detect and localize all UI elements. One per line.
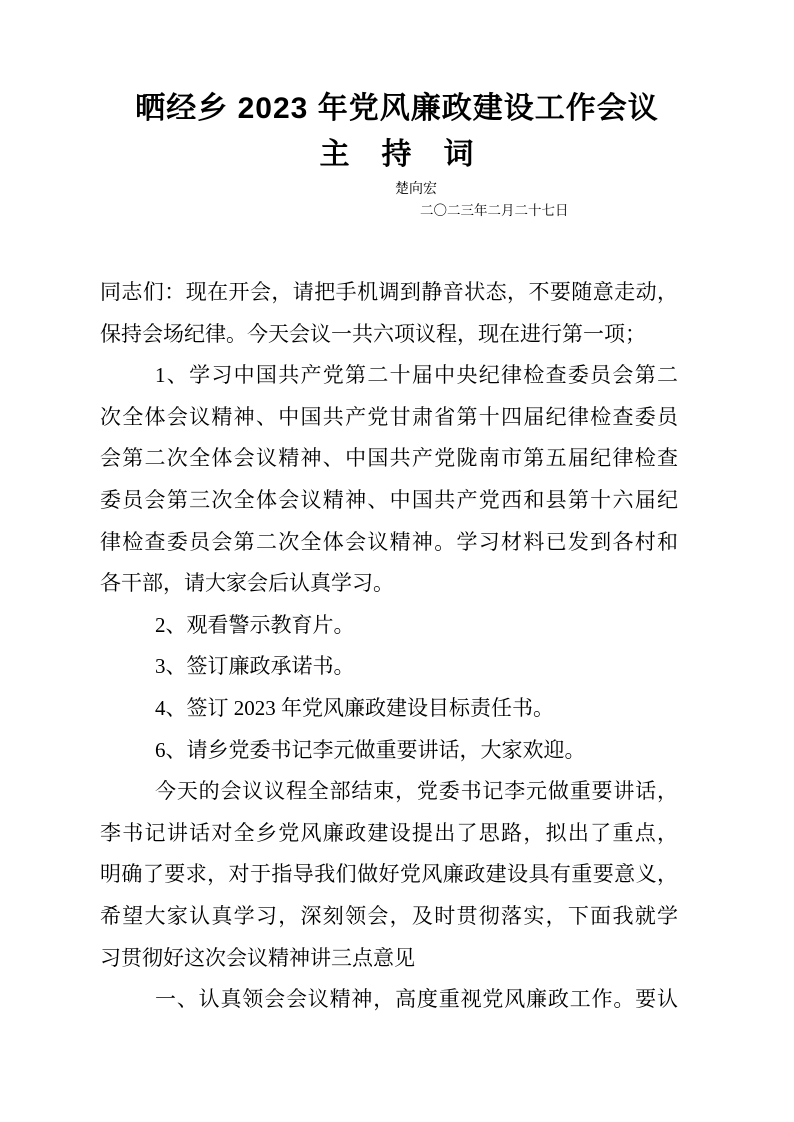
- text-line: 习贯彻好这次会议精神讲三点意见: [100, 945, 415, 970]
- text-line: 同志们：现在开会，请把手机调到静音状态，不要随意走动，: [100, 280, 678, 304]
- text-line: 保持会场纪律。今天会议一共六项议程，现在进行第一项；: [100, 321, 646, 346]
- document-title: [0, 86, 794, 178]
- text-line: 希望大家认真学习，深刻领会，及时贯彻落实，下面我就学: [100, 903, 678, 928]
- text-line: 委员会第三次全体会议精神、中国共产党西和县第十六届纪: [100, 487, 678, 512]
- text-line: 会第二次全体会议精神、中国共产党陇南市第五届纪律检查: [100, 446, 678, 471]
- text-line: 2、观看警示教育片。: [155, 612, 355, 637]
- title-line-2: 主 持 词: [319, 138, 475, 171]
- text-line: 律检查委员会第二次全体会议精神。学习材料已发到各村和: [100, 529, 678, 554]
- date-line: 二〇二三年二月二十七日: [420, 203, 569, 218]
- text-line: 今天的会议议程全部结束，党委书记李元做重要讲话，: [155, 779, 678, 804]
- document-body: [100, 272, 678, 1021]
- text-line: 一、认真领会会议精神，高度重视党风廉政工作。要认: [155, 987, 678, 1012]
- title-line-1: 晒经乡 2023 年党风廉政建设工作会议: [135, 92, 659, 125]
- author-line: 楚向宏: [395, 182, 437, 197]
- text-line: 4、签订 2023 年党风廉政建设目标责任书。: [155, 695, 554, 720]
- text-line: 李书记讲话对全乡党风廉政建设提出了思路，拟出了重点，: [100, 820, 678, 845]
- text-line: 各干部，请大家会后认真学习。: [100, 571, 394, 596]
- text-line: 6、请乡党委书记李元做重要讲话，大家欢迎。: [155, 737, 586, 762]
- text-line: 明确了要求，对于指导我们做好党风廉政建设具有重要意义，: [100, 862, 678, 887]
- text-line: 1、学习中国共产党第二十届中央纪律检查委员会第二: [155, 363, 678, 388]
- text-line: 次全体会议精神、中国共产党甘肃省第十四届纪律检查委员: [100, 404, 678, 429]
- text-line: 3、签订廉政承诺书。: [155, 654, 355, 679]
